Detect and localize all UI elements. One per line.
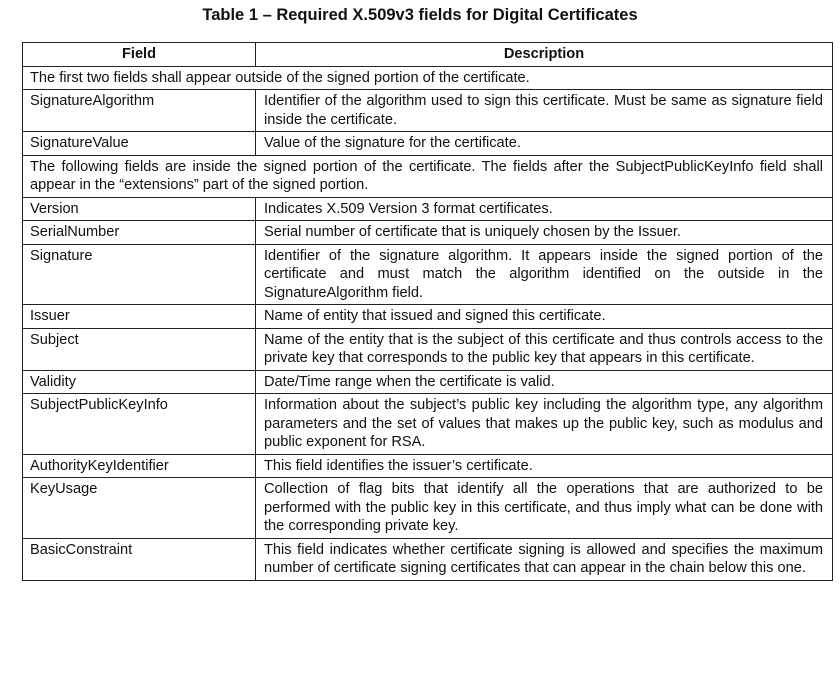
description-cell: Date/Time range when the certificate is valid. — [256, 370, 833, 394]
description-cell: Name of the entity that is the subject of this certificate and thus controls access to the private key that corresponds to the public key that appears in this certificate. — [256, 328, 833, 370]
field-cell: Signature — [23, 244, 256, 305]
field-cell: KeyUsage — [23, 478, 256, 539]
description-cell: Value of the signature for the certificate. — [256, 132, 833, 156]
table-row — [23, 90, 833, 132]
table-row — [23, 538, 833, 580]
field-cell: SignatureValue — [23, 132, 256, 156]
table-row — [23, 132, 833, 156]
table-row — [23, 244, 833, 305]
field-cell: SignatureAlgorithm — [23, 90, 256, 132]
field-cell: Subject — [23, 328, 256, 370]
table-row — [23, 197, 833, 221]
header-field: Field — [23, 43, 256, 67]
description-cell: Identifier of the signature algorithm. It appears inside the signed portion of the certificate and must match the algorithm identified on the outside in the SignatureAlgorithm field. — [256, 244, 833, 305]
note-outside: The first two fields shall appear outside of the signed portion of the certificate. — [23, 66, 833, 90]
description-cell: Collection of flag bits that identify all the operations that are authorized to be performed with the public key in this certificate, and thus imply what can be done with the corresponding private key. — [256, 478, 833, 539]
certificate-fields-table — [22, 42, 833, 581]
table-row — [23, 305, 833, 329]
note-row-inside — [23, 155, 833, 197]
table-row — [23, 454, 833, 478]
field-cell: BasicConstraint — [23, 538, 256, 580]
table-row — [23, 370, 833, 394]
description-cell: Name of entity that issued and signed this certificate. — [256, 305, 833, 329]
table-row — [23, 478, 833, 539]
table-row — [23, 328, 833, 370]
field-cell: Version — [23, 197, 256, 221]
description-cell: Serial number of certificate that is uniquely chosen by the Issuer. — [256, 221, 833, 245]
field-cell: AuthorityKeyIdentifier — [23, 454, 256, 478]
field-cell: Validity — [23, 370, 256, 394]
description-cell: Information about the subject’s public key including the algorithm type, any algorithm parameters and the set of values that makes up the public key, such as modulus and public exponent for RSA. — [256, 394, 833, 455]
table-row — [23, 394, 833, 455]
table-row — [23, 221, 833, 245]
description-cell: Identifier of the algorithm used to sign this certificate. Must be same as signature field inside the certificate. — [256, 90, 833, 132]
note-inside: The following fields are inside the signed portion of the certificate. The fields after the SubjectPublicKeyInfo field shall appear in the “extensions” part of the signed portion. — [23, 155, 833, 197]
header-row — [23, 43, 833, 67]
field-cell: SubjectPublicKeyInfo — [23, 394, 256, 455]
description-cell: Indicates X.509 Version 3 format certificates. — [256, 197, 833, 221]
header-description: Description — [256, 43, 833, 67]
description-cell: This field identifies the issuer’s certificate. — [256, 454, 833, 478]
table-caption: Table 1 – Required X.509v3 fields for Digital Certificates — [202, 6, 638, 24]
field-cell: Issuer — [23, 305, 256, 329]
field-cell: SerialNumber — [23, 221, 256, 245]
description-cell: This field indicates whether certificate signing is allowed and specifies the maximum number of certificate signing certificates that can appear in the chain below this one. — [256, 538, 833, 580]
note-row-outside — [23, 66, 833, 90]
